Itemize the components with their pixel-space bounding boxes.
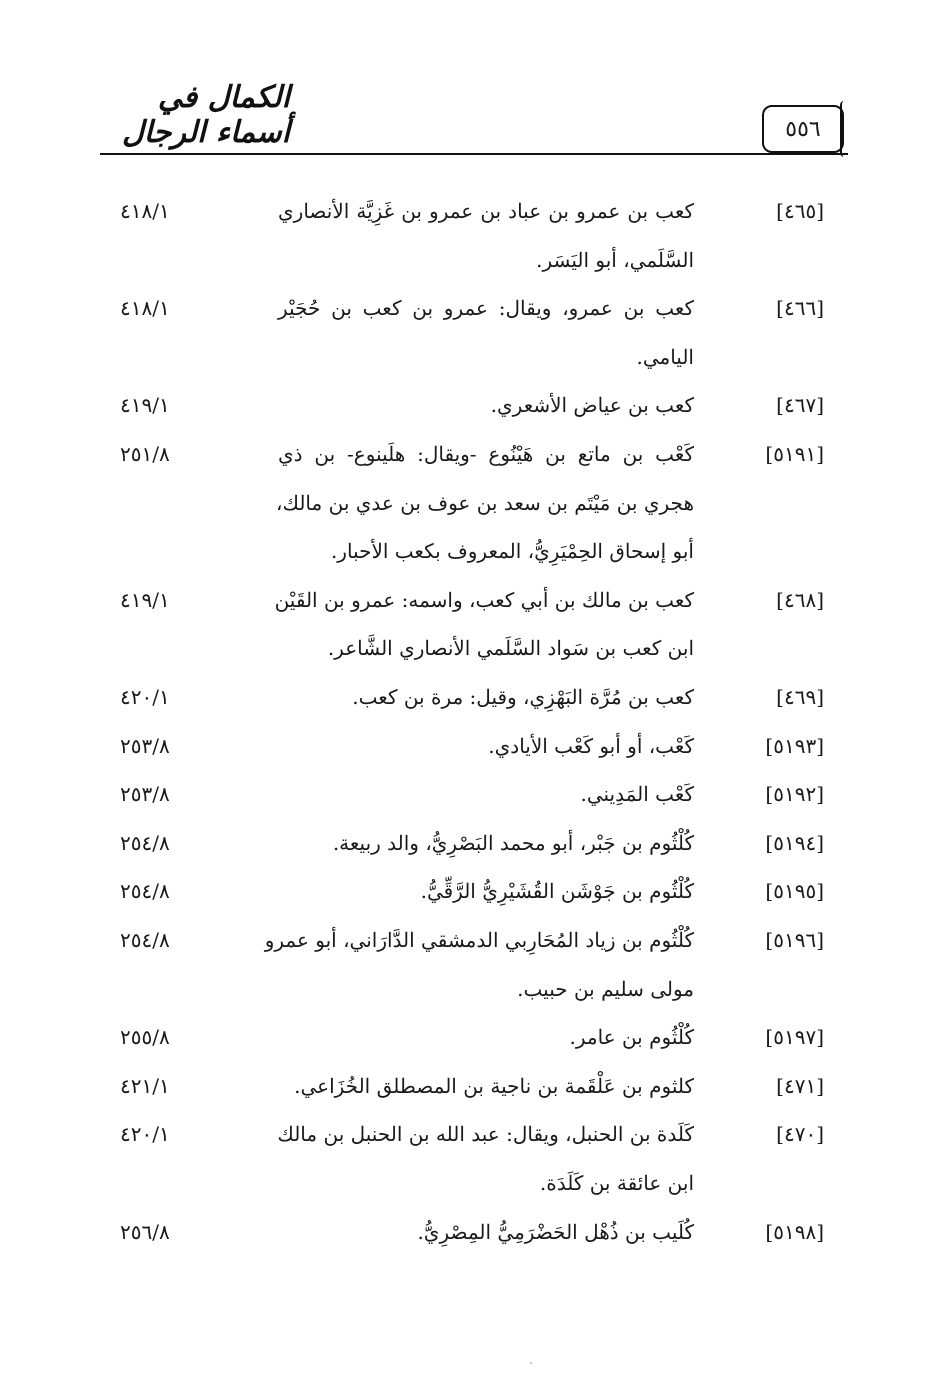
entry-reference: ٤١٩/١ <box>120 587 170 612</box>
entry-row <box>0 722 944 771</box>
entry-number: [٥١٩٥] <box>765 879 824 904</box>
entry-number: [٥١٩٦] <box>765 928 824 952</box>
entry-line: هجري بن مَيْتَم بن سعد بن عوف بن عدي بن مالك، <box>276 490 694 515</box>
entry-number: [٤٦٥] <box>776 199 824 223</box>
entry-line: السَّلَمي، أبو اليَسَر. <box>536 247 694 272</box>
entry-line: كُلَيب بن ذُهْل الحَضْرَمِيُّ المِصْرِيُّ. <box>417 1219 694 1244</box>
entry-text <box>278 1208 694 1257</box>
book-title: الكمال في أسماء الرجال <box>121 80 290 150</box>
entry-text <box>278 284 694 381</box>
entry-line: كُلْثُوم بن جَوْشَن القُشَيْرِيُّ الرَّقِّيُّ. <box>420 879 694 904</box>
entry-row <box>0 867 944 916</box>
entry-number: [٤٧١] <box>776 1073 824 1098</box>
entry-reference: ٤٢٠/١ <box>120 685 170 709</box>
entry-line: كُلْثُوم بن عامر. <box>569 1025 694 1050</box>
entry-line: كَعْب، أو أبو كَعْب الأيادي. <box>488 733 694 758</box>
entry-reference: ٤١٨/١ <box>120 296 170 321</box>
entry-number: [٥١٩٤] <box>765 830 824 855</box>
entry-number: [٤٧٠] <box>776 1122 824 1147</box>
entry-line: كعب بن مالك بن أبي كعب، واسمه: عمرو بن القَيْن <box>274 587 694 612</box>
entry-text <box>278 1110 694 1207</box>
entry-row <box>0 187 944 284</box>
entry-reference: ٢٥٣/٨ <box>120 733 170 758</box>
entry-number: [٥١٩٧] <box>765 1025 824 1050</box>
entry-line: أبو إسحاق الحِمْيَرِيُّ، المعروف بكعب الأحبار. <box>330 539 694 564</box>
entry-number: [٤٦٩] <box>776 685 824 709</box>
entry-text <box>278 770 694 819</box>
entry-text <box>274 576 694 673</box>
entry-row <box>0 1110 944 1207</box>
entry-line: ابن كعب بن سَواد السَّلَمي الأنصاري الشَّاعر. <box>327 636 694 661</box>
entry-row <box>0 1208 944 1257</box>
entry-text <box>278 1013 694 1062</box>
entry-line: كَعْب بن ماتع بن هَيْنُوع -ويقال: هلَينوع- بن ذي <box>278 442 694 466</box>
entry-row <box>0 673 944 722</box>
entry-text <box>278 673 694 722</box>
entry-line: كعب بن عياض الأشعري. <box>490 393 694 418</box>
entry-reference: ٢٥٣/٨ <box>120 782 170 807</box>
entry-reference: ٤٢١/١ <box>120 1073 170 1098</box>
entry-row <box>0 284 944 381</box>
entry-row <box>0 1062 944 1111</box>
entry-number: [٤٦٦] <box>776 296 824 321</box>
entry-text <box>278 867 694 916</box>
entry-text <box>278 430 694 576</box>
entry-text <box>278 381 694 430</box>
entry-line: كَعْب المَدِيني. <box>580 782 694 807</box>
entry-line: كعب بن عمرو بن عباد بن عمرو بن غَزِيَّة الأنصاري <box>278 199 694 223</box>
entry-number: [٥١٩٨] <box>765 1219 824 1244</box>
header-divider <box>100 153 848 155</box>
entry-number: [٤٦٧] <box>776 393 824 418</box>
entry-row <box>0 819 944 868</box>
page-number: ٥٥٦ <box>762 105 844 153</box>
entry-line: كعب بن عمرو، ويقال: عمرو بن كعب بن حُجَيْر <box>278 296 694 321</box>
entry-row <box>0 381 944 430</box>
entry-number: [٥١٩٢] <box>765 782 824 807</box>
entry-text <box>264 916 694 1013</box>
entry-line: ابن عائقة بن كَلَدَة. <box>539 1170 694 1195</box>
entry-reference: ٢٥١/٨ <box>120 442 170 466</box>
entry-reference: ٢٥٤/٨ <box>120 830 170 855</box>
entry-reference: ٢٥٤/٨ <box>120 879 170 904</box>
entry-reference: ٢٥٤/٨ <box>120 928 170 952</box>
entry-number: [٤٦٨] <box>776 587 824 612</box>
page-dot <box>530 1362 532 1364</box>
entry-text <box>278 819 694 868</box>
entry-row <box>0 576 944 673</box>
entry-line: مولى سليم بن حبيب. <box>517 976 694 1001</box>
entry-row <box>0 916 944 1013</box>
entry-line: كلثوم بن عَلْقَمة بن ناجية بن المصطلق الخُزَاعي. <box>294 1073 694 1098</box>
entry-text <box>278 722 694 771</box>
entry-number: [٥١٩٣] <box>765 733 824 758</box>
entry-reference: ٢٥٦/٨ <box>120 1219 170 1244</box>
entry-reference: ٢٥٥/٨ <box>120 1025 170 1050</box>
entry-reference: ٤٢٠/١ <box>120 1122 170 1147</box>
entry-row <box>0 770 944 819</box>
entry-reference: ٤١٩/١ <box>120 393 170 418</box>
entry-line: كُلْثُوم بن زياد المُحَارِبي الدمشقي الدَّارَاني، أبو عمرو <box>264 928 694 952</box>
entry-line: كُلْثُوم بن جَبْر، أبو محمد البَصْرِيُّ، والد ربيعة. <box>332 830 694 855</box>
entry-line: كَلَدة بن الحنبل، ويقال: عبد الله بن الحنبل بن مالك <box>277 1122 694 1147</box>
entry-text <box>278 187 694 284</box>
entry-line: كعب بن مُرَّة البَهْزِي، وقيل: مرة بن كعب. <box>352 685 694 709</box>
entry-row <box>0 430 944 576</box>
entry-row <box>0 1013 944 1062</box>
entry-text <box>278 1062 694 1111</box>
entry-line: اليامي. <box>636 344 694 369</box>
entry-number: [٥١٩١] <box>765 442 824 466</box>
entry-reference: ٤١٨/١ <box>120 199 170 223</box>
